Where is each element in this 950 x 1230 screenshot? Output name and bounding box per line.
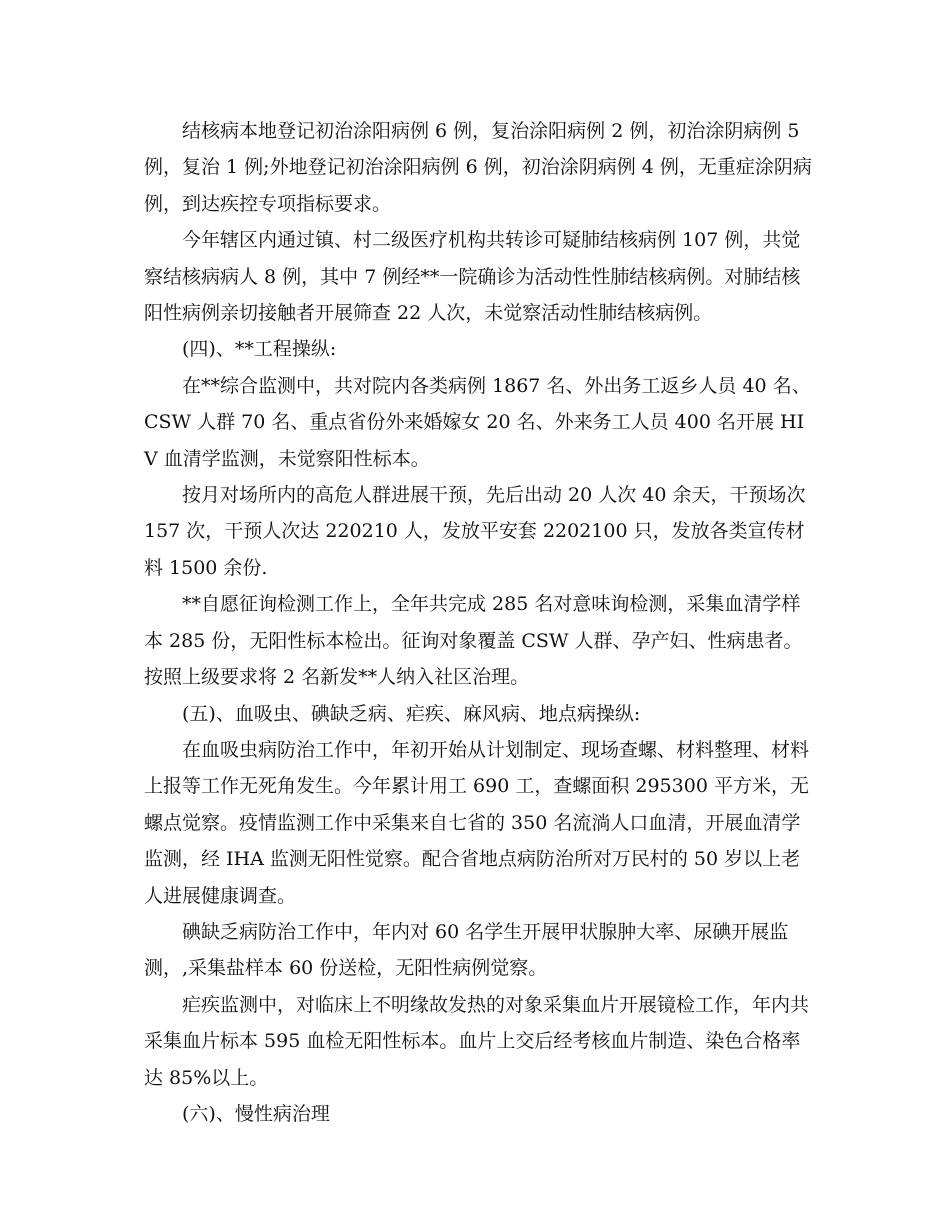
paragraph-schistosomiasis: 在血吸虫病防治工作中，年初开始从计划制定、现场查螺、材料整理、材料上报等工作无死角发生。今年累计用工 690 工，查螺面积 295300 平方米，无螺点觉察。疫情监测工作中采集来自七省的 350 名流淌人口血清，开展血清学监测，经 IHA 监测无阳性觉察。配合省地点病防治所对万民村的 50 岁以上老人进展健康调查。 xyxy=(144,738,810,907)
paragraph-tb-referral: 今年辖区内通过镇、村二级医疗机构共转诊可疑肺结核病例 107 例，共觉察结核病病人 8 例，其中 7 例经**一院确诊为活动性性肺结核病例。对肺结核阳性病例亲切接触者开展筛查 22 人次，未觉察活动性肺结核病例。 xyxy=(144,229,801,325)
section-heading-6: (六)、慢性病治理 xyxy=(182,1102,330,1125)
paragraph-iodine-deficiency: 碘缺乏病防治工作中，年内对 60 名学生开展甲状腺肿大率、尿碘开展监测，,采集盐样本 60 份送检，无阳性病例觉察。 xyxy=(144,920,789,980)
paragraph-malaria: 疟疾监测中，对临床上不明缘故发热的对象采集血片开展镜检工作，年内共采集血片标本 595 血检无阳性标本。血片上交后经考核血片制造、染色合格率达 85%以上。 xyxy=(144,993,810,1089)
paragraph-intervention: 按月对场所内的高危人群进展干预，先后出动 20 人次 40 余天，干预场次 157 次，干预人次达 220210 人，发放平安套 2202100 只，发放各类宣传材料 1500 余份. xyxy=(144,484,812,579)
paragraph-tb-registration: 结核病本地登记初治涂阳病例 6 例，复治涂阳病例 2 例，初治涂阴病例 5 例，复治 1 例;外地登记初治涂阳病例 6 例，初治涂阴病例 4 例，无重症涂阴病例，到达疾控专项指标要求。 xyxy=(144,120,812,215)
paragraph-voluntary-testing: **自愿征询检测工作上，全年共完成 285 名对意味询检测，采集血清学样本 285 份，无阳性标本检出。征询对象覆盖 CSW 人群、孕产妇、性病患者。按照上级要求将 2 名新发**人纳入社区治理。 xyxy=(144,593,803,689)
document-body xyxy=(144,113,816,1132)
section-heading-5: (五)、血吸虫、碘缺乏病、疟疾、麻风病、地点病操纵: xyxy=(182,702,641,725)
paragraph-hiv-monitoring: 在**综合监测中，共对院内各类病例 1867 名、外出务工返乡人员 40 名、CSW 人群 70 名、重点省份外来婚嫁女 20 名、外来务工人员 400 名开展 HIV 血清学监测，未觉察阳性标本。 xyxy=(144,374,811,470)
section-heading-4: (四)、**工程操纵: xyxy=(182,338,337,361)
